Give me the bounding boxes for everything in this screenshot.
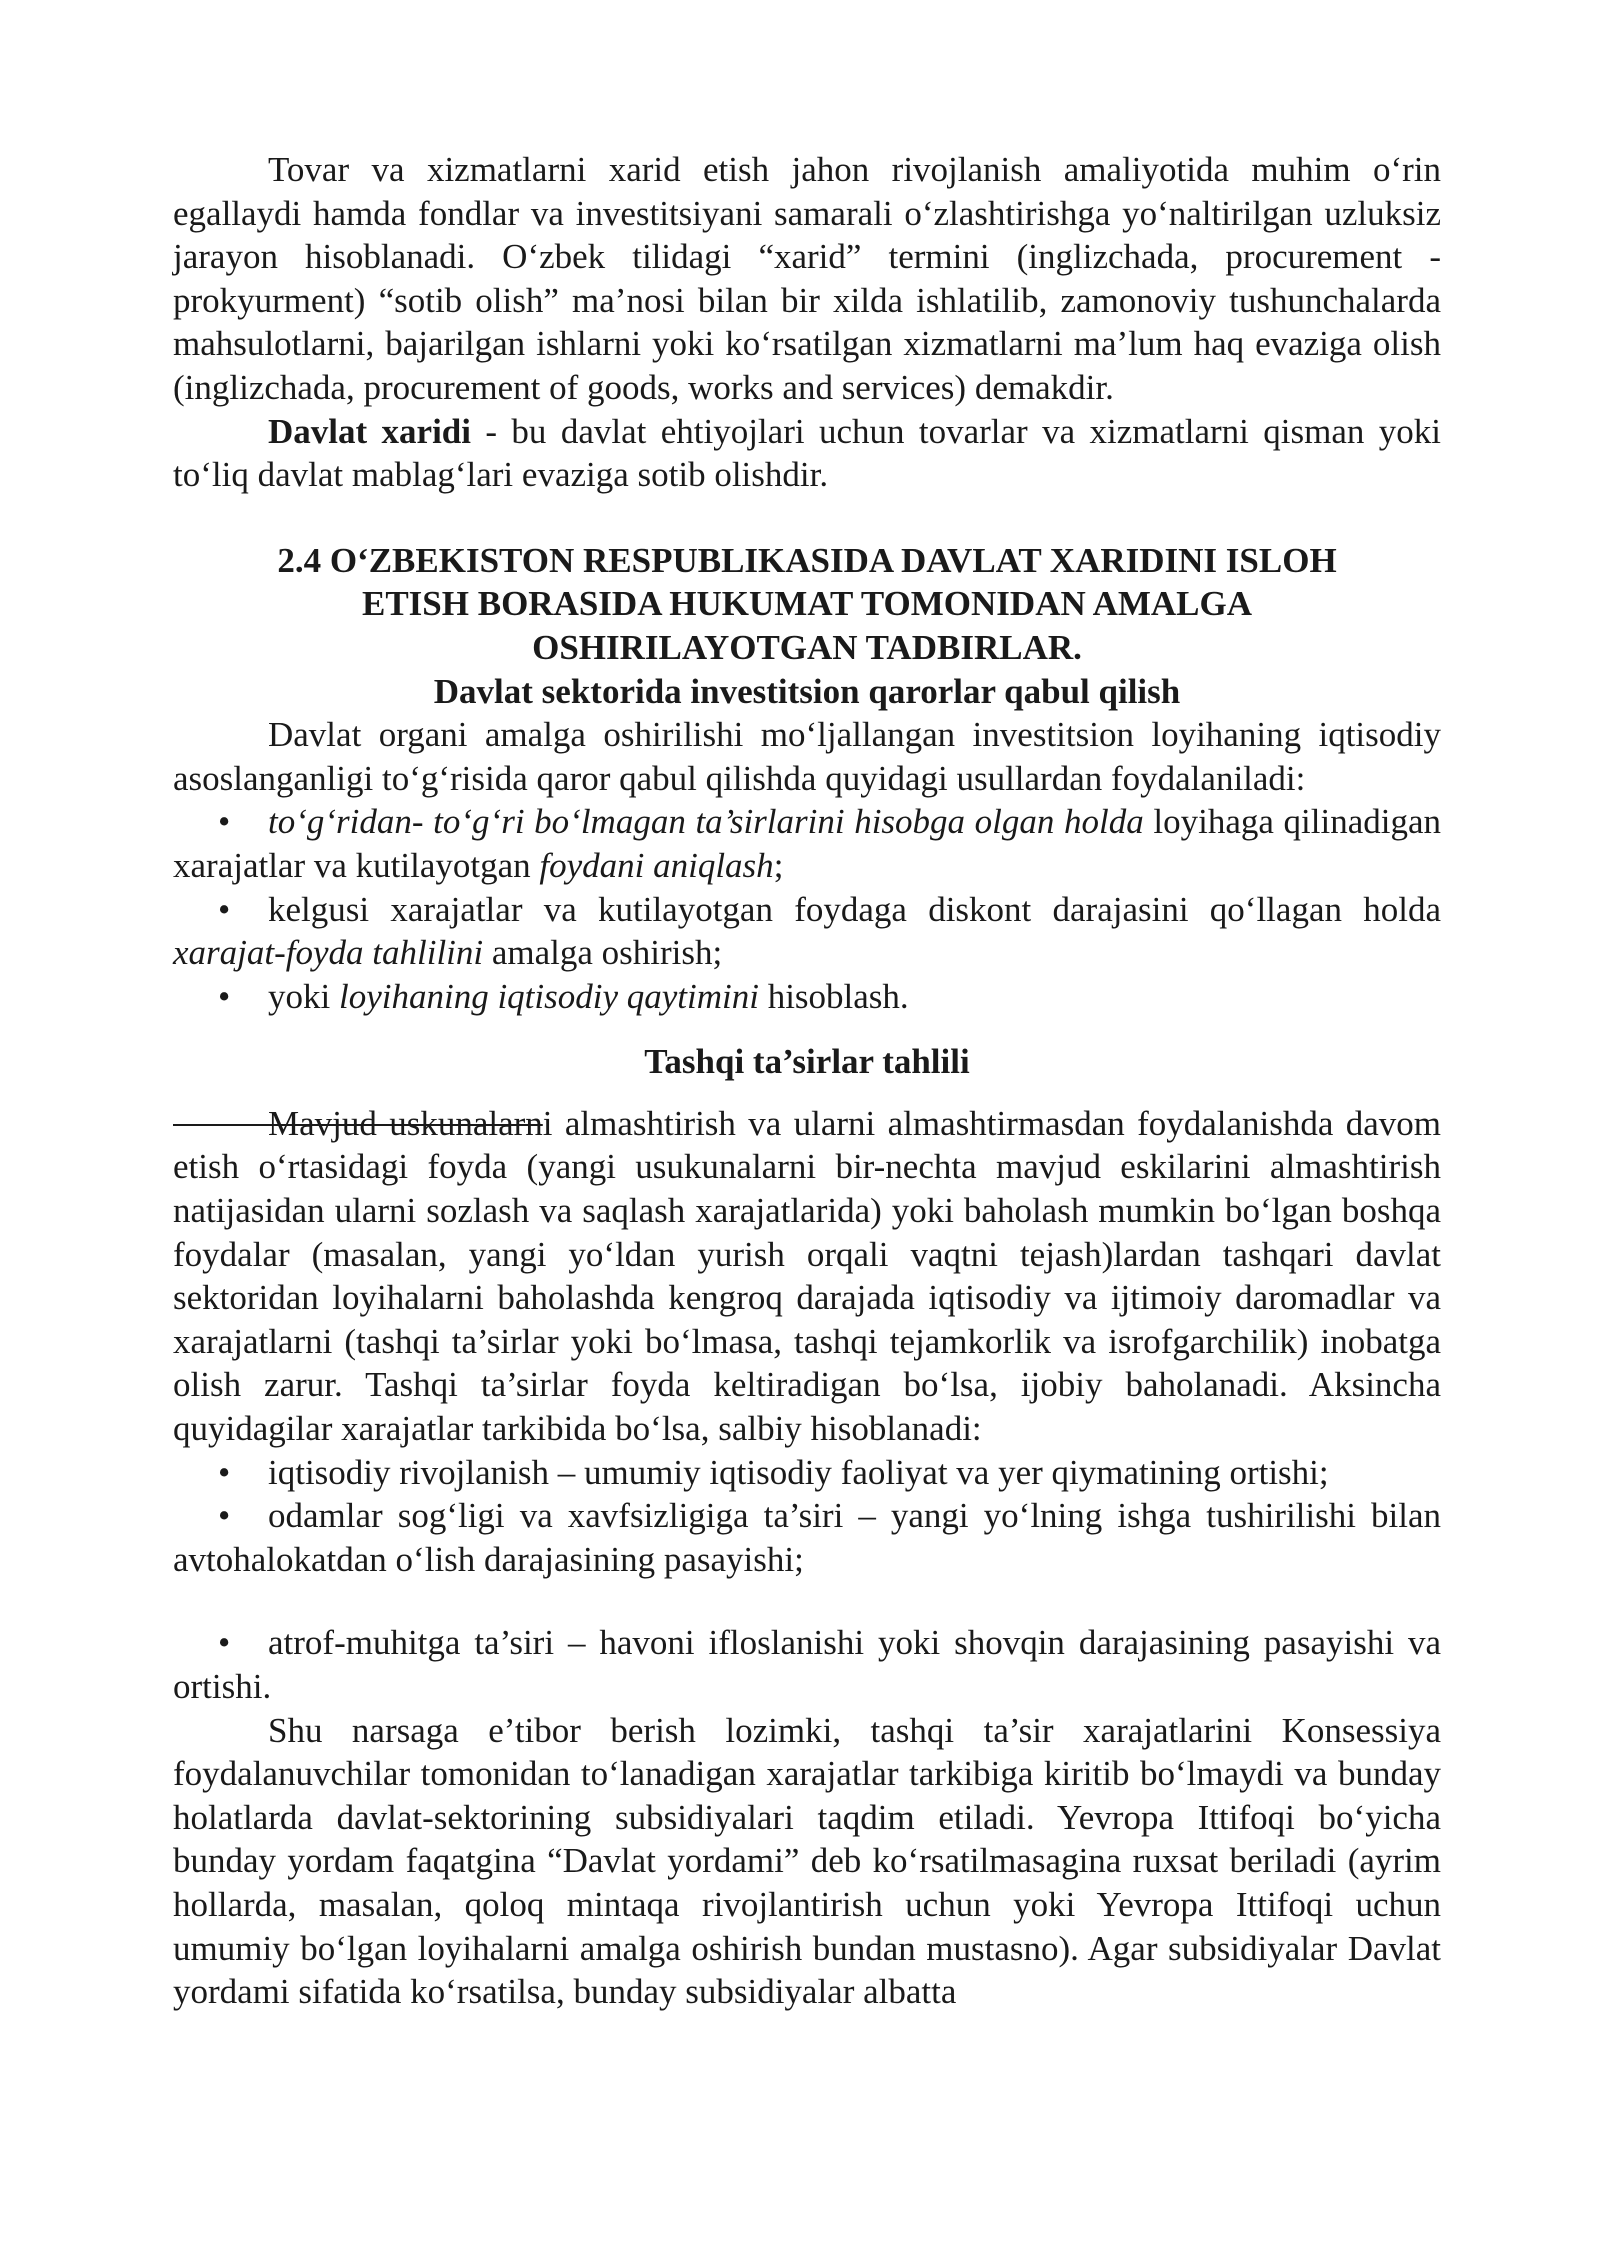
section-heading <box>173 539 1441 670</box>
definition-term: Davlat xaridi <box>268 411 471 451</box>
document-page <box>173 148 1441 2014</box>
spacer <box>173 1581 1441 1621</box>
tashqi-heading: Tashqi ta’sirlar tahlili <box>644 1042 970 1082</box>
strike-line <box>173 1124 268 1126</box>
intro-paragraph: Tovar va xizmatlarni xarid etish jahon rivojlanish amaliyotida muhim o‘rin egallaydi hamda fondlar va investitsiyani samarali o‘zlashtirishga yo‘naltirilgan uzluksiz jarayon hisoblanadi. O‘zbek tilidagi “xarid” termini (inglizchada, procurement - prokyurment) “sotib olish” ma’nosi bilan bir xilda ishlatilib, zamonoviy tushunchalarda mahsulotlarni, bajarilgan ishlarni yoki ko‘rsatilgan xizmatlarni ma’lum haq evaziga olish (inglizchada, procurement of goods, works and services) demakdir. <box>173 150 1441 407</box>
bullet-icon: • <box>218 1452 231 1492</box>
struck-text: Mavjud uskunalarn <box>268 1103 543 1143</box>
definition-text: - bu davlat ehtiyojlari uchun tovarlar va xizmatlarni qisman yoki to‘liq davlat mablag‘lari evaziga sotib olishdir. <box>173 411 1442 495</box>
italic-text: loyihaning iqtisodiy qaytimini <box>338 976 759 1016</box>
list-item-text: yoki <box>268 976 339 1016</box>
list-item-text: atrof-muhitga ta’siri – havoni ifloslanishi yoki shovqin darajasining pasayishi va ortishi. <box>173 1623 1441 1706</box>
effects-list-continued <box>173 1621 1441 1708</box>
methods-intro-paragraph: Davlat organi amalga oshirilishi mo‘ljallangan investitsion loyihaning iqtisodiy asoslanganligi to‘g‘risida qaror qabul qilishda quyidagi usullardan foydalaniladi: <box>173 715 1441 798</box>
list-item-text: hisoblash. <box>758 976 909 1016</box>
list-item <box>173 888 1441 975</box>
effects-list <box>173 1451 1441 1582</box>
tashqi-paragraph <box>173 1102 1441 1451</box>
methods-list <box>173 800 1441 1018</box>
italic-text: to‘g‘ridan- to‘g‘ri bo‘lmagan ta’sirlarini hisobga olgan holda <box>268 802 1144 842</box>
list-item-text: iqtisodiy rivojlanish – umumiy iqtisodiy faoliyat va yer qiymatining ortishi; <box>268 1452 1329 1492</box>
italic-text: foydani aniqlash <box>539 845 774 885</box>
list-item <box>173 800 1441 887</box>
bullet-icon: • <box>218 1496 231 1536</box>
italic-text: xarajat-foyda tahlilini <box>173 933 484 973</box>
list-item <box>173 1494 1441 1581</box>
bullet-icon: • <box>218 889 231 929</box>
section-heading-line-1: 2.4 O‘ZBEKISTON RESPUBLIKASIDA DAVLAT XARIDINI ISLOH <box>277 540 1337 580</box>
tashqi-paragraph-text: i almashtirish va ularni almashtirmasdan foydalanishda davom etish o‘rtasidagi foyda (yangi usukunalarni bir-nechta mavjud eskilarini almashtirish natijasidan ularni sozlash va saqlash xarajatlarida) yoki baholash mumkin bo‘lgan boshqa foydalar (masalan, yangi yo‘ldan yurish orqali vaqtni tejash)lardan tashqari davlat sektoridan loyihalarni baholashda kengroq darajada iqtisodiy va ijtimoiy daromadlar va xarajatlarni (tashqi ta’sirlar yoki bo‘lmasa, tashqi tejamkorlik va isrofgarchilik) inobatga olish zarur. Tashqi ta’sirlar foyda keltiradigan bo‘lsa, ijobiy baholanadi. Aksincha quyidagilar xarajatlar tarkibida bo‘lsa, salbiy hisoblanadi: <box>173 1103 1441 1449</box>
bullet-icon: • <box>218 976 231 1016</box>
section-heading-line-2: ETISH BORASIDA HUKUMAT TOMONIDAN AMALGA <box>361 584 1253 624</box>
list-item <box>173 975 1441 1019</box>
definition-paragraph <box>173 410 1441 497</box>
bullet-icon: • <box>218 802 231 842</box>
section-subheading: Davlat sektorida investitsion qarorlar qabul qilish <box>433 671 1181 711</box>
bullet-icon: • <box>218 1623 231 1663</box>
section-heading-line-3: OSHIRILAYOTGAN TADBIRLAR. <box>532 627 1082 667</box>
list-item-text: loyihaga qilinadigan xarajatlar va kutilayotgan <box>173 802 1441 885</box>
list-item-text: amalga oshirish; <box>483 933 723 973</box>
list-item-text: ; <box>773 845 784 885</box>
list-item-text: kelgusi xarajatlar va kutilayotgan foydaga diskont darajasini qo‘llagan holda <box>268 889 1441 929</box>
subsidy-paragraph: Shu narsaga e’tibor berish lozimki, tashqi ta’sir xarajatlarini Konsessiya foydalanuvchilar tomonidan to‘lanadigan xarajatlar tarkibiga kiritib bo‘lmaydi va bunday holatlarda davlat-sektorining subsidiyalari taqdim etiladi. Yevropa Ittifoqi bo‘yicha bunday yordam faqatgina “Davlat yordami” deb ko‘rsatilmasagina ruxsat beriladi (ayrim hollarda, masalan, qoloq mintaqa rivojlantirish uchun yoki Yevropa Ittifoqi uchun umumiy bo‘lgan loyihalarni amalga oshirish bundan mustasno). Agar subsidiyalar Davlat yordami sifatida ko‘rsatilsa, bunday subsidiyalar albatta <box>173 1710 1441 2012</box>
list-item-text: odamlar sog‘ligi va xavfsizligiga ta’siri – yangi yo‘lning ishga tushirilishi bilan avtohalokatdan o‘lish darajasining pasayishi; <box>173 1496 1441 1579</box>
list-item <box>173 1451 1441 1495</box>
list-item <box>173 1621 1441 1708</box>
